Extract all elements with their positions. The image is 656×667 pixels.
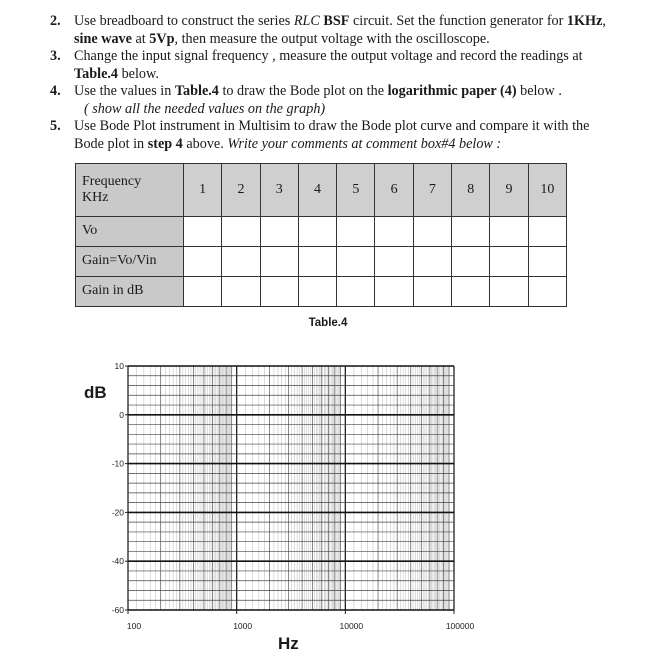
x-tick-label: 10000 <box>339 621 364 631</box>
freq-cell: 4 <box>298 164 336 217</box>
freq-cell: 7 <box>413 164 451 217</box>
step-number: 2. <box>50 13 61 29</box>
row-header-frequency: Frequency KHz <box>76 164 184 217</box>
y-tick-label: -20 <box>111 507 124 518</box>
freq-cell: 6 <box>375 164 413 217</box>
step-number: 4. <box>50 83 61 99</box>
step-4-note: ( show all the needed values on the graph) <box>84 100 326 117</box>
y-tick-label: -60 <box>111 605 124 615</box>
table-caption: Table.4 <box>308 317 348 329</box>
freq-cell: 9 <box>490 164 528 217</box>
step-2: 2. Use breadboard to construct the series RLC BSF circuit. Set the function generator for 1KHz, sine wave at 5Vp, then measure the output voltage with the oscilloscope. <box>50 13 606 47</box>
y-axis-label: dB <box>84 383 107 402</box>
step-3: 3. Change the input signal frequency , measure the output voltage and record the readings at Table.4 below. <box>50 48 583 82</box>
step-5: 5. Use Bode Plot instrument in Multisim to draw the Bode plot curve and compare it with the Bode plot in step 4 above. Write your comments at comment box#4 below : <box>50 118 590 152</box>
freq-cell: 10 <box>528 164 566 217</box>
step-number: 3. <box>50 48 61 64</box>
row-header-gain: Gain=Vo/Vin <box>76 246 184 276</box>
freq-cell: 3 <box>260 164 298 217</box>
y-tick-label: 10 <box>114 361 124 371</box>
x-axis-label: Hz <box>278 634 299 653</box>
freq-cell: 8 <box>452 164 490 217</box>
graph-grid <box>128 366 454 610</box>
x-tick-label: 100 <box>126 621 142 631</box>
step-number: 5. <box>50 118 61 134</box>
freq-cell: 2 <box>222 164 260 217</box>
y-tick-label: 0 <box>119 409 124 420</box>
step-4: 4. Use the values in Table.4 to draw the Bode plot on the logarithmic paper (4) below . ( show all the needed values on the graph) <box>50 83 610 118</box>
freq-cell: 5 <box>337 164 375 217</box>
x-tick-label: 1000 <box>233 621 253 631</box>
y-tick-label: -40 <box>111 556 124 567</box>
x-tick-label: 100000 <box>445 621 475 631</box>
row-header-vo: Vo <box>76 216 184 246</box>
row-header-gain-db: Gain in dB <box>76 276 184 306</box>
y-tick-label: -10 <box>111 458 124 469</box>
freq-cell: 1 <box>184 164 222 217</box>
